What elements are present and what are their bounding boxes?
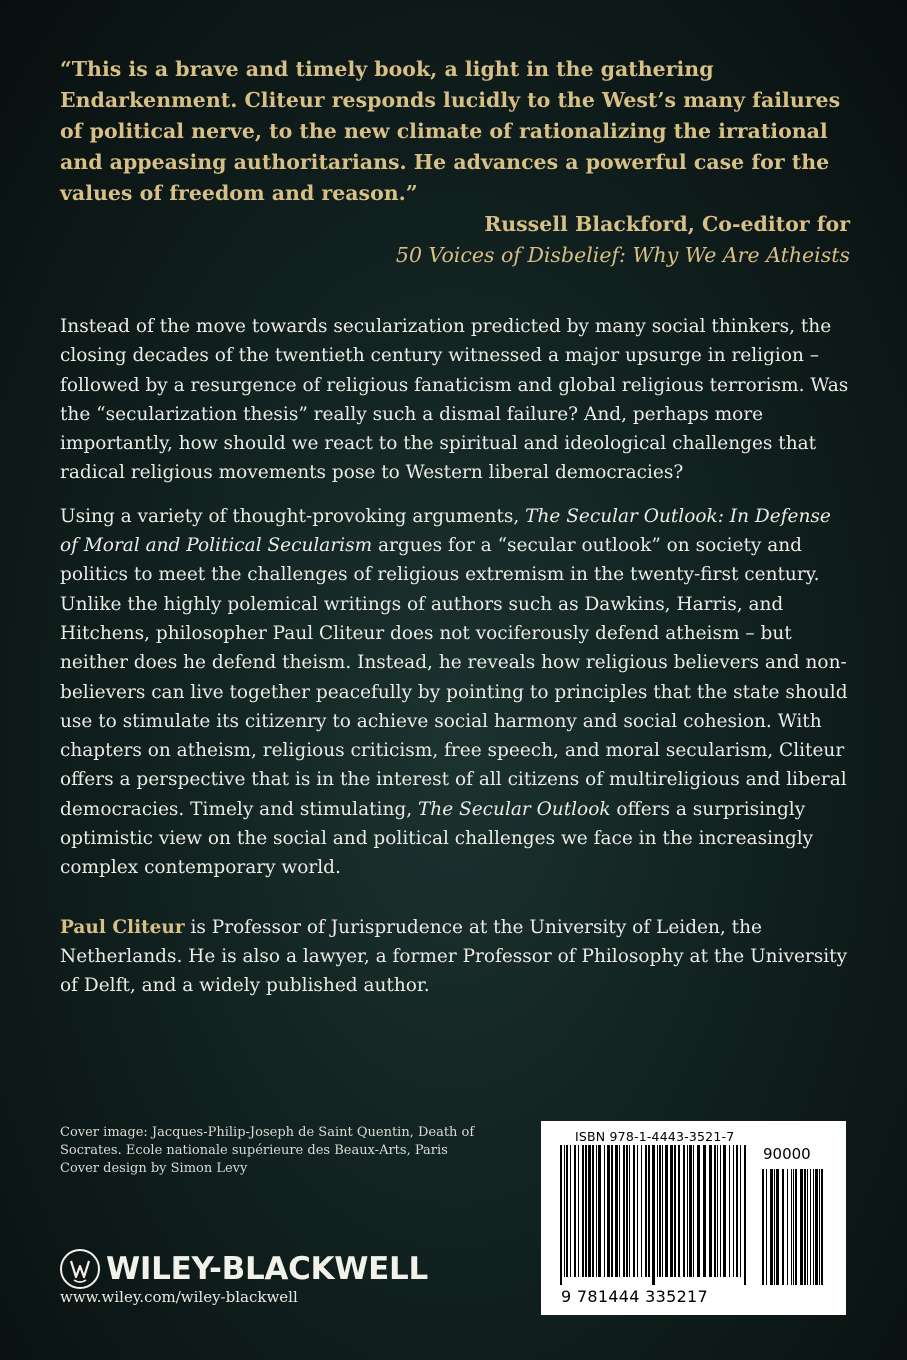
publisher-name: WILEY-BLACKWELL bbox=[106, 1251, 428, 1287]
barcode-bar bbox=[560, 1145, 562, 1285]
p2-body: argues for a “secular outlook” on society and politics to meet the challenges of religious extremism in the twenty-first century. Unlike the highly polemical writings of authors such as Dawkins, Harris, and Hitchens, philosopher Paul Cliteur does not vociferously defend atheism – but neither does he defend theism. Instead, he reveals how religious believers and non-believers can live together peacefully by pointing to principles that the state should use to stimulate its citizenry to achieve social harmony and social cohesion. With chapters on atheism, religious criticism, free speech, and moral secularism, Cliteur offers a perspective that is in the interest of all citizens of multireligious and liberal democracies. Timely and stimulating, bbox=[60, 535, 848, 820]
credit-line-3: Cover design by Simon Levy bbox=[60, 1161, 248, 1176]
barcode-bar bbox=[693, 1145, 694, 1277]
barcode-addon-bar bbox=[770, 1169, 773, 1285]
barcode-bar bbox=[564, 1145, 565, 1277]
barcode-bar bbox=[729, 1145, 730, 1277]
barcode-bar bbox=[574, 1145, 576, 1277]
barcode-bar bbox=[720, 1145, 721, 1277]
barcode-addon-bar bbox=[762, 1169, 764, 1285]
barcode-addon-bar bbox=[800, 1169, 803, 1285]
barcode-bar bbox=[657, 1145, 658, 1277]
barcode-bar bbox=[585, 1145, 587, 1277]
barcode-bar bbox=[723, 1145, 726, 1277]
barcode-bar bbox=[662, 1145, 663, 1277]
barcode-bar bbox=[566, 1145, 568, 1277]
barcode-bar bbox=[633, 1145, 635, 1277]
barcode-addon-bar bbox=[776, 1169, 779, 1285]
barcode-bar bbox=[570, 1145, 571, 1277]
barcode-addon-bar bbox=[807, 1169, 808, 1285]
barcode-bar bbox=[648, 1145, 650, 1277]
barcode-bar bbox=[674, 1145, 676, 1277]
barcode-bar bbox=[629, 1145, 630, 1277]
barcode-bars bbox=[556, 1145, 836, 1285]
attribution-name: Russell Blackford, Co-editor for bbox=[484, 212, 850, 236]
barcode-addon-bar bbox=[766, 1169, 767, 1285]
barcode-addon-bar bbox=[810, 1169, 811, 1285]
cover-credits bbox=[60, 1124, 520, 1178]
wiley-emblem-icon bbox=[60, 1249, 100, 1289]
description-paragraph-1: Instead of the move towards secularization predicted by many social thinkers, the closing decades of the twentieth century witnessed a major upsurge in religion – followed by a resurgence of religious fanaticism and global religious terrorism. Was the “secularization thesis” really such a dismal failure? And, perhaps more importantly, how should we react to the spiritual and ideological challenges that radical religious movements pose to Western liberal democracies? bbox=[60, 316, 849, 484]
barcode-bar bbox=[733, 1145, 734, 1277]
barcode-bar bbox=[717, 1145, 718, 1277]
quote-attribution bbox=[60, 209, 850, 271]
barcode-bar bbox=[578, 1145, 579, 1277]
barcode-addon-bar bbox=[782, 1169, 784, 1285]
barcode-addon-bar bbox=[821, 1169, 823, 1285]
barcode-bar bbox=[714, 1145, 716, 1277]
barcode-bar bbox=[588, 1145, 591, 1277]
barcode-bar bbox=[687, 1145, 688, 1277]
barcode-bar bbox=[683, 1145, 685, 1277]
barcode-addon-bar bbox=[791, 1169, 792, 1285]
attribution-work: 50 Voices of Disbelief: Why We Are Atheists bbox=[395, 243, 850, 267]
book-description bbox=[60, 312, 850, 1015]
barcode-bar bbox=[641, 1145, 642, 1277]
barcode-bar bbox=[736, 1145, 738, 1277]
barcode-addon-bar bbox=[787, 1169, 788, 1285]
barcode-addon-bar bbox=[795, 1169, 797, 1285]
quote-text: “This is a brave and timely book, a light in the gathering Endarkenment. Cliteur responds lucidly to the West’s many failures of political nerve, to the new climate of rationalizing the irrational and appeasing authoritarians. He advances a powerful case for the values of freedom and reason.” bbox=[60, 57, 841, 205]
barcode-bar bbox=[652, 1145, 655, 1285]
credit-line-2: Socrates. Ecole nationale supérieure des Beaux-Arts, Paris bbox=[60, 1143, 448, 1158]
p2-end: offers a surprisingly optimistic view on the social and political challenges we face in the increasingly complex contemporary world. bbox=[60, 798, 814, 879]
barcode-bar bbox=[623, 1145, 625, 1277]
publisher-website: www.wiley.com/wiley-blackwell bbox=[60, 1288, 298, 1306]
barcode-bar bbox=[740, 1145, 741, 1277]
barcode-addon-bar bbox=[774, 1169, 775, 1285]
barcode-addon-bar bbox=[804, 1169, 806, 1285]
description-paragraph-2 bbox=[60, 502, 850, 883]
barcode-bar bbox=[596, 1145, 597, 1277]
barcode-bar bbox=[697, 1145, 700, 1277]
credit-line-1: Cover image: Jacques-Philip-Joseph de Saint Quentin, Death of bbox=[60, 1125, 475, 1140]
author-bio-text: is Professor of Jurisprudence at the University of Leiden, the Netherlands. He is also a lawyer, a former Professor of Philosophy at the University of Delft, and a widely published author. bbox=[60, 916, 848, 997]
barcode-addon-bar bbox=[815, 1169, 818, 1285]
barcode-bar bbox=[615, 1145, 618, 1277]
endorsement-quote bbox=[60, 54, 850, 271]
barcode-bar bbox=[626, 1145, 628, 1277]
barcode-bar bbox=[619, 1145, 620, 1277]
barcode-bar bbox=[665, 1145, 668, 1277]
book-title-short: The Secular Outlook bbox=[417, 798, 611, 820]
barcode-bar bbox=[744, 1145, 746, 1285]
price-code: 90000 bbox=[763, 1145, 811, 1163]
p2-intro: Using a variety of thought-provoking arguments, bbox=[60, 505, 526, 527]
book-title-full: The Secular Outlook: In Defense of Moral and Political Secularism bbox=[60, 505, 831, 557]
barcode-bar bbox=[607, 1145, 610, 1277]
barcode-bar bbox=[604, 1145, 605, 1277]
isbn-label: ISBN 978-1-4443-3521-7 bbox=[575, 1129, 735, 1144]
barcode-bar bbox=[637, 1145, 638, 1277]
barcode-bar bbox=[659, 1145, 661, 1277]
isbn-barcode bbox=[541, 1121, 846, 1315]
barcode-addon-bar bbox=[819, 1169, 820, 1285]
barcode-number: 9 781444 335217 bbox=[561, 1287, 709, 1306]
barcode-bar bbox=[689, 1145, 692, 1277]
barcode-bar bbox=[645, 1145, 647, 1277]
barcode-bar bbox=[678, 1145, 680, 1277]
barcode-bar bbox=[598, 1145, 601, 1277]
barcode-bar bbox=[611, 1145, 613, 1277]
barcode-addon-bar bbox=[793, 1169, 794, 1285]
barcode-bar bbox=[592, 1145, 594, 1277]
barcode-bar bbox=[709, 1145, 712, 1277]
publisher-logo bbox=[60, 1246, 428, 1292]
barcode-bar bbox=[582, 1145, 584, 1277]
author-name: Paul Cliteur bbox=[60, 916, 185, 938]
barcode-bar bbox=[703, 1145, 706, 1277]
author-bio bbox=[60, 913, 850, 1001]
barcode-addon-bar bbox=[813, 1169, 814, 1285]
barcode-bar bbox=[670, 1145, 673, 1277]
